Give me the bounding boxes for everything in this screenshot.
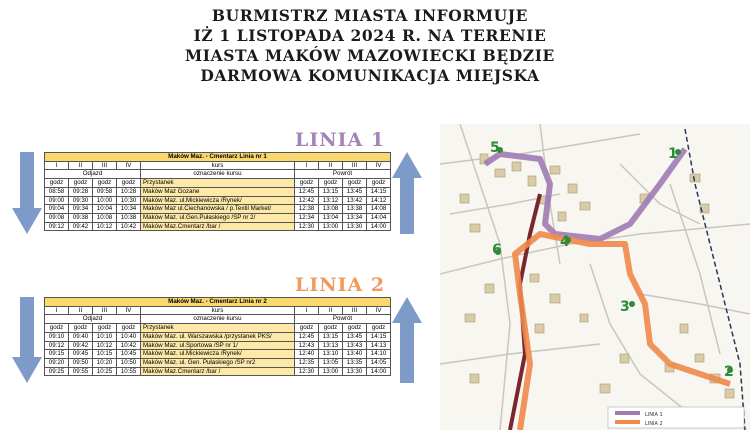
course-number: II [69,306,93,315]
return-time: 13:08 [319,205,343,214]
return-time: 13:30 [343,367,367,376]
unit-label: godz [117,179,141,188]
table-row [45,341,391,350]
departure-time: 09:20 [45,358,69,367]
table-row [45,222,391,231]
return-time: 13:15 [319,332,343,341]
headline-line-1: BURMISTRZ MIASTA INFORMUJE [211,6,529,25]
up-arrow-icon [392,297,422,383]
departure-header: Odjazd [45,170,141,179]
return-time: 14:15 [367,187,391,196]
return-time: 13:45 [343,332,367,341]
return-time: 14:00 [367,222,391,231]
unit-label: godz [367,324,391,333]
unit-label: godz [69,324,93,333]
return-time: 13:00 [319,367,343,376]
return-time: 13:15 [319,187,343,196]
course-number: IV [367,161,391,170]
departure-time: 10:38 [117,213,141,222]
stop-name: Maków Maz Gozane [141,187,295,196]
stop-marker-4: 4 [560,234,570,250]
departure-time: 09:12 [45,222,69,231]
line-1-timetable [44,152,391,231]
course-number: II [319,161,343,170]
table-row [45,196,391,205]
course-number: I [45,306,69,315]
course-number: III [93,306,117,315]
return-time: 13:38 [343,205,367,214]
headline-line-2: IŻ 1 LISTOPADA 2024 R. NA TERENIE [193,26,547,45]
departure-time: 10:45 [117,350,141,359]
unit-label: godz [45,179,69,188]
announcement-headline [150,6,590,86]
unit-label: godz [295,324,319,333]
down-arrow-icon [12,297,42,383]
table-row [45,205,391,214]
departure-time: 09:42 [69,222,93,231]
table-row [45,367,391,376]
departure-time: 10:34 [117,205,141,214]
line-2-title: LINIA 2 [295,274,386,296]
timetable-title: Maków Maz. - Cmentarz Linia nr 1 [45,153,391,162]
return-time: 13:04 [319,213,343,222]
course-number: I [45,161,69,170]
course-number: III [93,161,117,170]
return-header: Powrót [295,170,391,179]
return-time: 14:05 [367,358,391,367]
return-time: 12:34 [295,213,319,222]
unit-label: godz [343,324,367,333]
table-row [45,332,391,341]
map-legend [608,407,744,428]
stop-name: Maków Maz.Cmentarz /bar / [141,222,295,231]
stop-header: Przystanek [141,324,295,333]
stop-name: Maków Maz. ul.Gen.Pułaskiego /SP nr 2/ [141,213,295,222]
return-time: 12:35 [295,358,319,367]
departure-time: 09:15 [45,350,69,359]
departure-time: 09:08 [45,213,69,222]
table-row [45,350,391,359]
departure-time: 09:00 [45,196,69,205]
departure-time: 09:30 [69,196,93,205]
return-time: 12:38 [295,205,319,214]
departure-time: 09:28 [69,187,93,196]
departure-time: 09:34 [69,205,93,214]
table-row [45,213,391,222]
stop-name: Maków Maz.Cmentarz /bar / [141,367,295,376]
table-row [45,358,391,367]
departure-time: 09:10 [45,332,69,341]
departure-time: 09:25 [45,367,69,376]
stop-name: Maków Maz. ul. Gen. Pułaskiego /SP nr2 [141,358,295,367]
departure-time: 10:25 [93,367,117,376]
unit-label: godz [367,179,391,188]
return-time: 14:00 [367,367,391,376]
return-time: 12:45 [295,332,319,341]
course-header: kurs [141,161,295,170]
departure-time: 09:50 [69,358,93,367]
unit-label: godz [69,179,93,188]
departure-time: 10:20 [93,358,117,367]
course-number: IV [367,306,391,315]
departure-time: 10:08 [93,213,117,222]
course-number: IV [117,161,141,170]
unit-label: godz [343,179,367,188]
return-time: 14:10 [367,350,391,359]
stop-name: Maków Maz. ul.Sportowa /SP nr 1/ [141,341,295,350]
course-subheader: oznaczenie kursu [141,315,295,324]
return-time: 13:34 [343,213,367,222]
unit-label: godz [93,324,117,333]
departure-time: 10:04 [93,205,117,214]
departure-time: 09:42 [69,341,93,350]
return-time: 13:13 [319,341,343,350]
return-header: Powrót [295,315,391,324]
stop-marker-1: 1 [668,146,678,162]
departure-time: 09:55 [69,367,93,376]
return-time: 12:30 [295,222,319,231]
course-number: IV [117,306,141,315]
down-arrow-icon [12,152,42,234]
stop-marker-6: 6 [492,242,502,258]
departure-time: 10:40 [117,332,141,341]
return-time: 13:10 [319,350,343,359]
departure-time: 10:28 [117,187,141,196]
legend-line-2: LINIA 2 [645,421,663,427]
departure-time: 10:42 [117,341,141,350]
return-time: 13:35 [343,358,367,367]
timetable-title: Maków Maz. - Cmentarz Linia nr 2 [45,298,391,307]
return-time: 13:05 [319,358,343,367]
course-number: III [343,306,367,315]
departure-time: 10:15 [93,350,117,359]
course-subheader: oznaczenie kursu [141,170,295,179]
course-header: kurs [141,306,295,315]
departure-time: 10:50 [117,358,141,367]
departure-time: 10:12 [93,341,117,350]
departure-header: Odjazd [45,315,141,324]
stop-name: Maków Maz. ul. Warszawska /przystanek PKS/ [141,332,295,341]
stop-name: Maków Maz ul.Ciechanowska / p.Textil Market/ [141,205,295,214]
course-number: III [343,161,367,170]
stop-marker-2: 2 [724,364,734,380]
line-2-timetable [44,297,391,376]
stop-name: Maków Maz. ul.Mickiewicza /Rynek/ [141,196,295,205]
departure-time: 09:04 [45,205,69,214]
return-time: 12:43 [295,341,319,350]
unit-label: godz [93,179,117,188]
departure-time: 09:12 [45,341,69,350]
departure-time: 10:55 [117,367,141,376]
return-time: 13:40 [343,350,367,359]
unit-label: godz [319,179,343,188]
departure-time: 10:42 [117,222,141,231]
departure-time: 10:30 [117,196,141,205]
return-time: 14:12 [367,196,391,205]
unit-label: godz [45,324,69,333]
departure-time: 10:12 [93,222,117,231]
return-time: 14:15 [367,332,391,341]
stop-marker-3: 3 [620,299,630,315]
headline-line-4: DARMOWA KOMUNIKACJA MIEJSKA [200,66,540,85]
route-map [440,124,750,430]
departure-time: 10:00 [93,196,117,205]
return-time: 12:42 [295,196,319,205]
stop-name: Maków Maz. ul.Mickiewicza /Rynek/ [141,350,295,359]
unit-label: godz [319,324,343,333]
departure-time: 10:10 [93,332,117,341]
departure-time: 08:58 [45,187,69,196]
unit-label: godz [117,324,141,333]
headline-line-3: MIASTA MAKÓW MAZOWIECKI BĘDZIE [185,46,555,65]
course-number: I [295,161,319,170]
departure-time: 09:38 [69,213,93,222]
return-time: 13:30 [343,222,367,231]
return-time: 13:12 [319,196,343,205]
return-time: 14:08 [367,205,391,214]
legend-line-1: LINIA 1 [645,412,663,418]
up-arrow-icon [392,152,422,234]
departure-time: 09:45 [69,350,93,359]
return-time: 13:00 [319,222,343,231]
return-time: 12:45 [295,187,319,196]
return-time: 12:40 [295,350,319,359]
stop-marker-5: 5 [490,140,500,156]
route-map-svg [440,124,750,430]
return-time: 13:43 [343,341,367,350]
course-number: II [319,306,343,315]
stop-header: Przystanek [141,179,295,188]
table-row [45,187,391,196]
course-number: II [69,161,93,170]
return-time: 14:04 [367,213,391,222]
return-time: 13:42 [343,196,367,205]
line-1-title: LINIA 1 [295,129,386,151]
course-number: I [295,306,319,315]
departure-time: 09:58 [93,187,117,196]
departure-time: 09:40 [69,332,93,341]
return-time: 13:45 [343,187,367,196]
unit-label: godz [295,179,319,188]
return-time: 14:13 [367,341,391,350]
return-time: 12:30 [295,367,319,376]
